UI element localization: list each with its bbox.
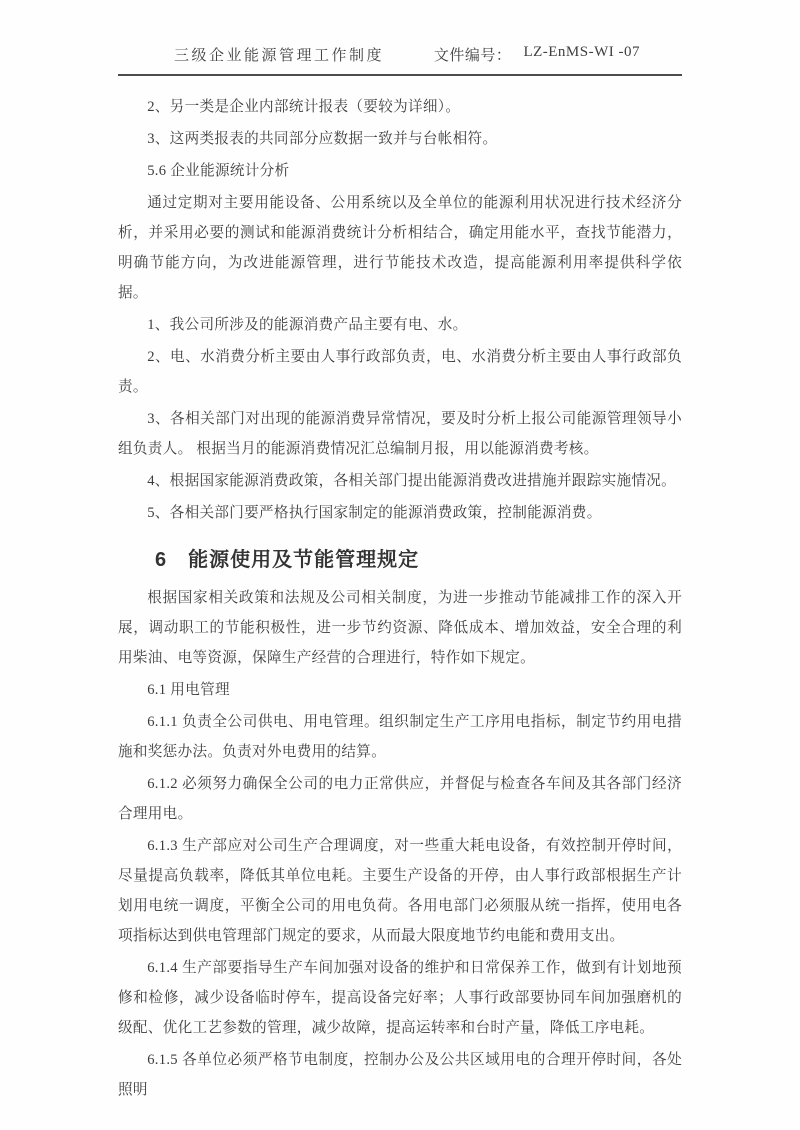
paragraph: 6.1.1 负责全公司供电、用电管理。组织制定生产工序用电指标，制定节约用电措施和奖惩办法。负责对外电费用的结算。 xyxy=(118,714,682,760)
document-title: 三级企业能源管理工作制度 xyxy=(174,48,385,64)
paragraph: 4、根据国家能源消费政策，各相关部门提出能源消费改进措施并跟踪实施情况。 xyxy=(147,473,677,489)
paragraph: 5、各相关部门要严格执行国家制定的能源消费政策，控制能源消费。 xyxy=(147,505,602,521)
section-title: 能源使用及节能管理规定 xyxy=(188,549,420,571)
paragraph: 根据国家相关政策和法规及公司相关制度，为进一步推动节能减排工作的深入开展，调动职工的节能积极性，进一步节约资源、降低成本、增加效益，安全合理的利用柴油、电等资源，保障生产经营的合理进行，特作如下规定。 xyxy=(118,590,682,666)
paragraph: 2、电、水消费分析主要由人事行政部负责，电、水消费分析主要由人事行政部负责。 xyxy=(118,349,682,395)
subsection-heading: 5.6 企业能源统计分析 xyxy=(147,163,290,179)
paragraph: 1、我公司所涉及的能源消费产品主要有电、水。 xyxy=(147,317,468,333)
doc-number-value: LZ-EnMS-WI -07 xyxy=(523,44,640,60)
paragraph: 6.1.2 必须努力确保全公司的电力正常供应，并督促与检查各车间及其各部门经济合理用电。 xyxy=(118,776,682,822)
subsection-heading: 6.1 用电管理 xyxy=(147,682,230,698)
paragraph: 6.1.5 各单位必须严格节电制度，控制办公及公共区域用电的合理开停时间，各处照明 xyxy=(118,1052,682,1098)
paragraph: 6.1.3 生产部应对公司生产合理调度，对一些重大耗电设备，有效控制开停时间，尽量提高负载率，降低其单位电耗。主要生产设备的开停，由人事行政部根据生产计划用电统一调度，平衡全公司的用电负荷。各用电部门必须服从统一指挥，使用电各项指标达到供电管理部门规定的要求，从而最大限度地节约电能和费用支出。 xyxy=(118,838,682,944)
paragraph: 3、各相关部门对出现的能源消费异常情况，要及时分析上报公司能源管理领导小组负责人。 根据当月的能源消费情况汇总编制月报，用以能源消费考核。 xyxy=(118,411,682,457)
paragraph: 2、另一类是企业内部统计报表（要较为详细）。 xyxy=(147,99,461,115)
section-number: 6 xyxy=(155,549,168,571)
doc-number-group xyxy=(434,44,640,65)
paragraph: 通过定期对主要用能设备、公用系统以及全单位的能源利用状况进行技术经济分析，并采用必要的测试和能源消费统计分析相结合，确定用能水平，查找节能潜力，明确节能方向，为改进能源管理，进行节能技术改造，提高能源利用率提供科学依据。 xyxy=(118,195,682,301)
document-header xyxy=(118,44,682,76)
paragraph: 3、这两类报表的共同部分应数据一致并与台帐相符。 xyxy=(147,131,498,147)
section-heading xyxy=(118,543,682,572)
document-body xyxy=(118,76,682,1105)
doc-number-label: 文件编号： xyxy=(433,48,512,64)
paragraph: 6.1.4 生产部要指导生产车间加强对设备的维护和日常保养工作，做到有计划地预修和检修，减少设备临时停车，提高设备完好率；人事行政部要协同车间加强磨机的级配、优化工艺参数的管理，减少故障，提高运转率和台时产量，降低工序电耗。 xyxy=(118,960,682,1036)
